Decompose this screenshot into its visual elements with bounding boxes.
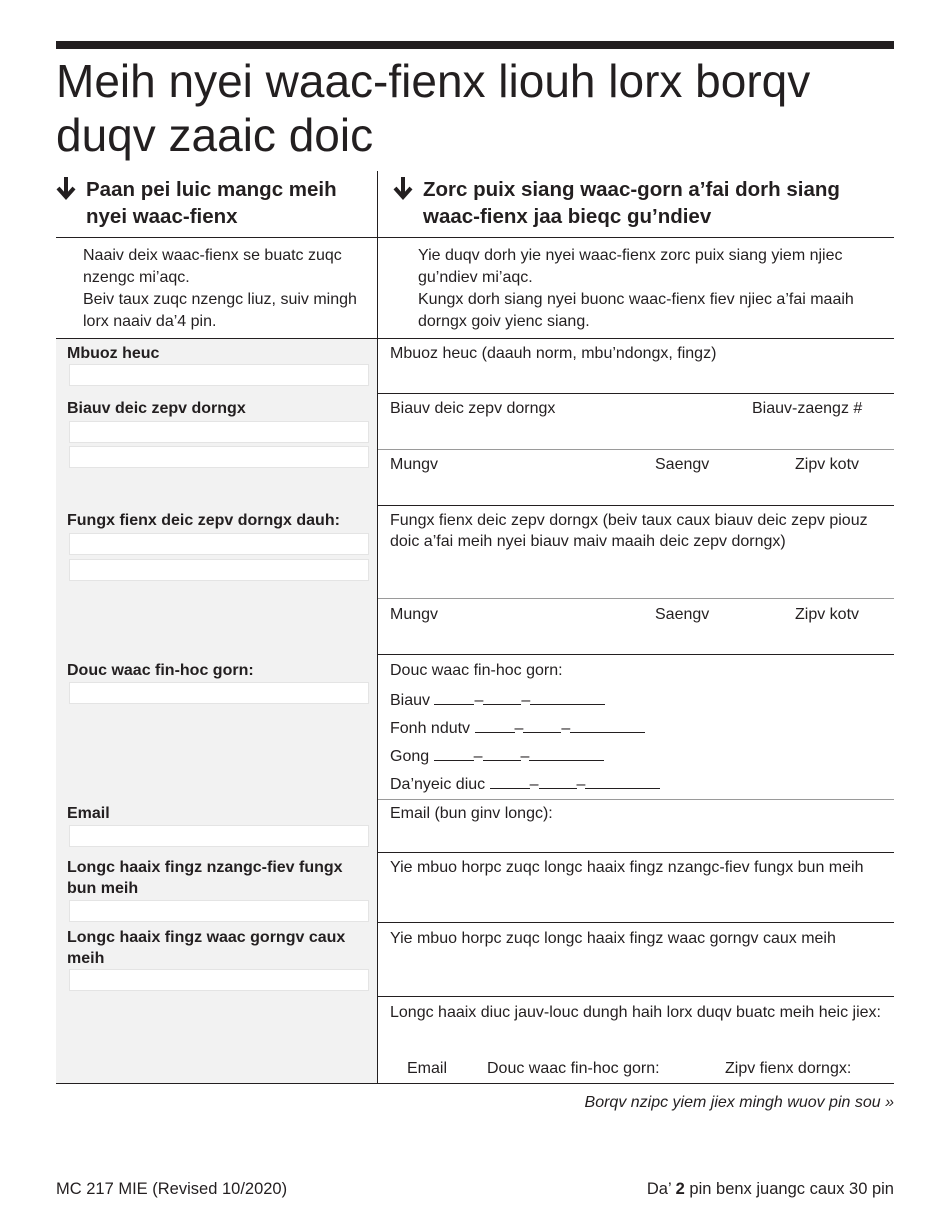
address-field-1[interactable] bbox=[69, 421, 369, 443]
name-label: Mbuoz heuc bbox=[67, 345, 160, 362]
arrow-down-icon bbox=[393, 176, 413, 200]
divider bbox=[378, 449, 894, 450]
phone-cell-row: Fonh ndutv – – bbox=[390, 718, 645, 739]
mailing-field-1[interactable] bbox=[69, 533, 369, 555]
language-write-correction-label: Yie mbuo horpc zuqc longc haaix fingz waac gorngv caux meih bbox=[390, 930, 836, 947]
phone-home-line-blank[interactable] bbox=[530, 692, 605, 705]
phone-work-prefix-blank[interactable] bbox=[483, 748, 521, 761]
page-indicator: Da’ 2 pin benx juangc caux 30 pin bbox=[646, 1180, 894, 1198]
zip-label: Zipv kotv bbox=[795, 456, 860, 473]
phone-work-area-blank[interactable] bbox=[434, 748, 474, 761]
divider bbox=[378, 996, 894, 997]
language-speak-label: Longc haaix fingz nzangc-fiev fungx bun meih bbox=[67, 859, 343, 897]
contact-mail-option[interactable]: Zipv fienx dorngx: bbox=[725, 1060, 852, 1077]
divider bbox=[56, 237, 894, 238]
email-label: Email bbox=[67, 805, 110, 822]
divider bbox=[56, 338, 894, 339]
name-field[interactable] bbox=[69, 364, 369, 386]
language-speak-field[interactable] bbox=[69, 900, 369, 922]
email-field[interactable] bbox=[69, 825, 369, 847]
top-rule bbox=[56, 41, 894, 49]
mailing-city-label: Mungv bbox=[390, 606, 439, 623]
right-intro: Yie duqv dorh yie nyei waac-fienx zorc puix siang yiem njiec gu’ndiev mi’aqc. Kungx dorh siang nyei buonc waac-fienx fiev njiec a’fai maaih dorngx goiv yienc siang. bbox=[418, 247, 854, 330]
continue-note: Borqv nzipc yiem jiex mingh wuov pin sou » bbox=[584, 1094, 894, 1111]
divider bbox=[378, 505, 894, 506]
phone-cell-line-blank[interactable] bbox=[570, 720, 645, 733]
phone-work-row: Gong – – bbox=[390, 746, 604, 767]
language-write-label: Longc haaix fingz waac gorngv caux meih bbox=[67, 929, 346, 967]
column-divider bbox=[377, 171, 378, 1084]
divider bbox=[378, 852, 894, 853]
state-label: Saengv bbox=[655, 456, 710, 473]
language-speak-correction-label: Yie mbuo horpc zuqc longc haaix fingz nzangc-fiev fungx bun meih bbox=[390, 859, 864, 876]
divider bbox=[378, 922, 894, 923]
address-field-2[interactable] bbox=[69, 446, 369, 468]
left-intro: Naaiv deix waac-fienx se buatc zuqc nzengc mi’aqc. Beiv taux zuqc nzengc liuz, suiv mingh lorx naaiv da’4 pin. bbox=[83, 247, 357, 330]
phone-label: Douc waac fin-hoc gorn: bbox=[67, 662, 254, 679]
divider bbox=[378, 654, 894, 655]
left-heading-text: Paan pei luic mangc meih nyei waac-fienx bbox=[86, 178, 337, 228]
arrow-down-icon bbox=[56, 176, 76, 200]
phone-home-prefix-blank[interactable] bbox=[483, 692, 521, 705]
mailing-zip-label: Zipv kotv bbox=[795, 606, 860, 623]
mailing-correction-label: Fungx fienx deic zepv dorngx (beiv taux caux biauv deic zepv piouz doic a’fai meih nyei biauv maiv maaih deic zepv dorngx) bbox=[390, 512, 868, 550]
mailing-label: Fungx fienx deic zepv dorngx dauh: bbox=[67, 512, 340, 529]
page-number: 2 bbox=[675, 1180, 685, 1198]
divider bbox=[378, 393, 894, 394]
contact-phone-option[interactable]: Douc waac fin-hoc gorn: bbox=[487, 1060, 660, 1077]
mailing-state-label: Saengv bbox=[655, 606, 710, 623]
phone-cell-prefix-blank[interactable] bbox=[523, 720, 561, 733]
right-heading-text: Zorc puix siang waac-gorn a’fai dorh siang waac-fienx jaa bieqc gu’ndiev bbox=[423, 178, 840, 228]
name-correction-label: Mbuoz heuc (daauh norm, mbu’ndongx, fingz) bbox=[390, 345, 717, 362]
city-label: Mungv bbox=[390, 456, 439, 473]
divider bbox=[378, 598, 894, 599]
email-correction-label: Email (bun ginv longc): bbox=[390, 805, 553, 822]
contact-preference-label: Longc haaix diuc jauv-louc dungh haih lorx duqv buatc meih heic jiex: bbox=[390, 1004, 881, 1021]
form-id: MC 217 MIE (Revised 10/2020) bbox=[56, 1180, 288, 1198]
left-column-heading bbox=[56, 176, 374, 230]
address-label: Biauv deic zepv dorngx bbox=[67, 400, 246, 417]
phone-other-area-blank[interactable] bbox=[490, 776, 530, 789]
phone-work-line-blank[interactable] bbox=[529, 748, 604, 761]
contact-email-option[interactable]: Email bbox=[407, 1060, 448, 1077]
phone-home-area-blank[interactable] bbox=[434, 692, 474, 705]
phone-other-prefix-blank[interactable] bbox=[539, 776, 577, 789]
mailing-field-2[interactable] bbox=[69, 559, 369, 581]
page-title: Meih nyei waac-fienx liouh lorx borqv duqv zaaic doic bbox=[56, 55, 811, 161]
address-correction-label: Biauv deic zepv dorngx bbox=[390, 400, 556, 417]
divider bbox=[378, 799, 894, 800]
phone-home-row: Biauv – – bbox=[390, 690, 605, 711]
phone-field[interactable] bbox=[69, 682, 369, 704]
apt-label: Biauv-zaengz # bbox=[752, 400, 863, 417]
phone-other-row: Da’nyeic diuc – – bbox=[390, 774, 660, 795]
language-write-field[interactable] bbox=[69, 969, 369, 991]
right-column-heading bbox=[393, 176, 863, 230]
bottom-rule bbox=[56, 1083, 894, 1084]
phone-correction-label: Douc waac fin-hoc gorn: bbox=[390, 662, 563, 679]
phone-cell-area-blank[interactable] bbox=[475, 720, 515, 733]
phone-other-line-blank[interactable] bbox=[585, 776, 660, 789]
